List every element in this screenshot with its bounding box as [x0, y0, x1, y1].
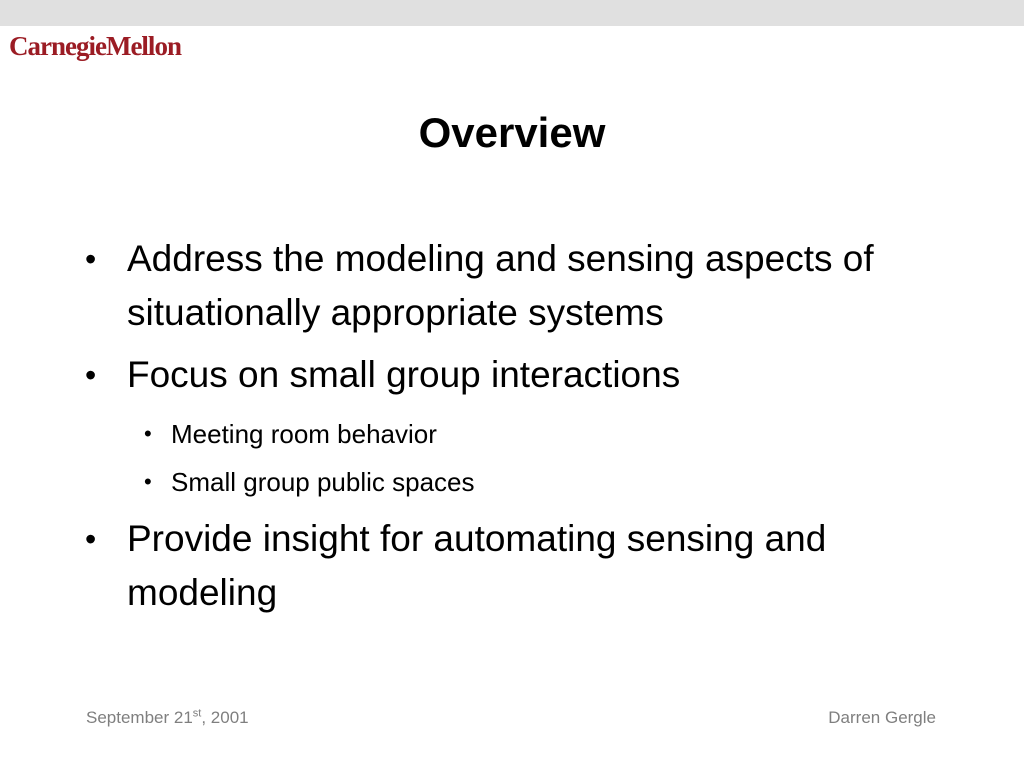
sub-bullet-icon: •: [144, 421, 152, 446]
bullet-icon: •: [85, 357, 97, 393]
sub-bullet-item: [144, 410, 935, 458]
carnegie-mellon-logo: CarnegieMellon: [9, 31, 181, 61]
bullet-icon: •: [85, 241, 97, 277]
top-bar: [0, 0, 1024, 26]
sub-bullet-container: [85, 410, 935, 506]
sub-bullet-item: [144, 458, 935, 506]
footer-date-prefix: September 21: [86, 708, 193, 727]
sub-bullet-list: [85, 410, 935, 506]
sub-bullet-text: Meeting room behavior: [171, 419, 437, 449]
footer-date: [86, 708, 249, 728]
footer-date-year: , 2001: [201, 708, 249, 727]
sub-bullet-text: Small group public spaces: [171, 467, 475, 497]
bullet-item: [85, 512, 935, 620]
bullet-item: [85, 348, 935, 402]
bullet-item: [85, 232, 935, 340]
sub-bullet-icon: •: [144, 469, 152, 494]
bullet-text: Focus on small group interactions: [127, 354, 681, 395]
slide-title: Overview: [418, 109, 606, 156]
bullet-text: Address the modeling and sensing aspects of situationally appropriate systems: [127, 238, 874, 333]
footer-author: Darren Gergle: [828, 708, 936, 727]
bullet-text: Provide insight for automating sensing and modeling: [127, 518, 827, 613]
bullet-icon: •: [85, 521, 97, 557]
bullet-list: [85, 232, 935, 628]
footer-date-suffix: st: [192, 707, 202, 720]
